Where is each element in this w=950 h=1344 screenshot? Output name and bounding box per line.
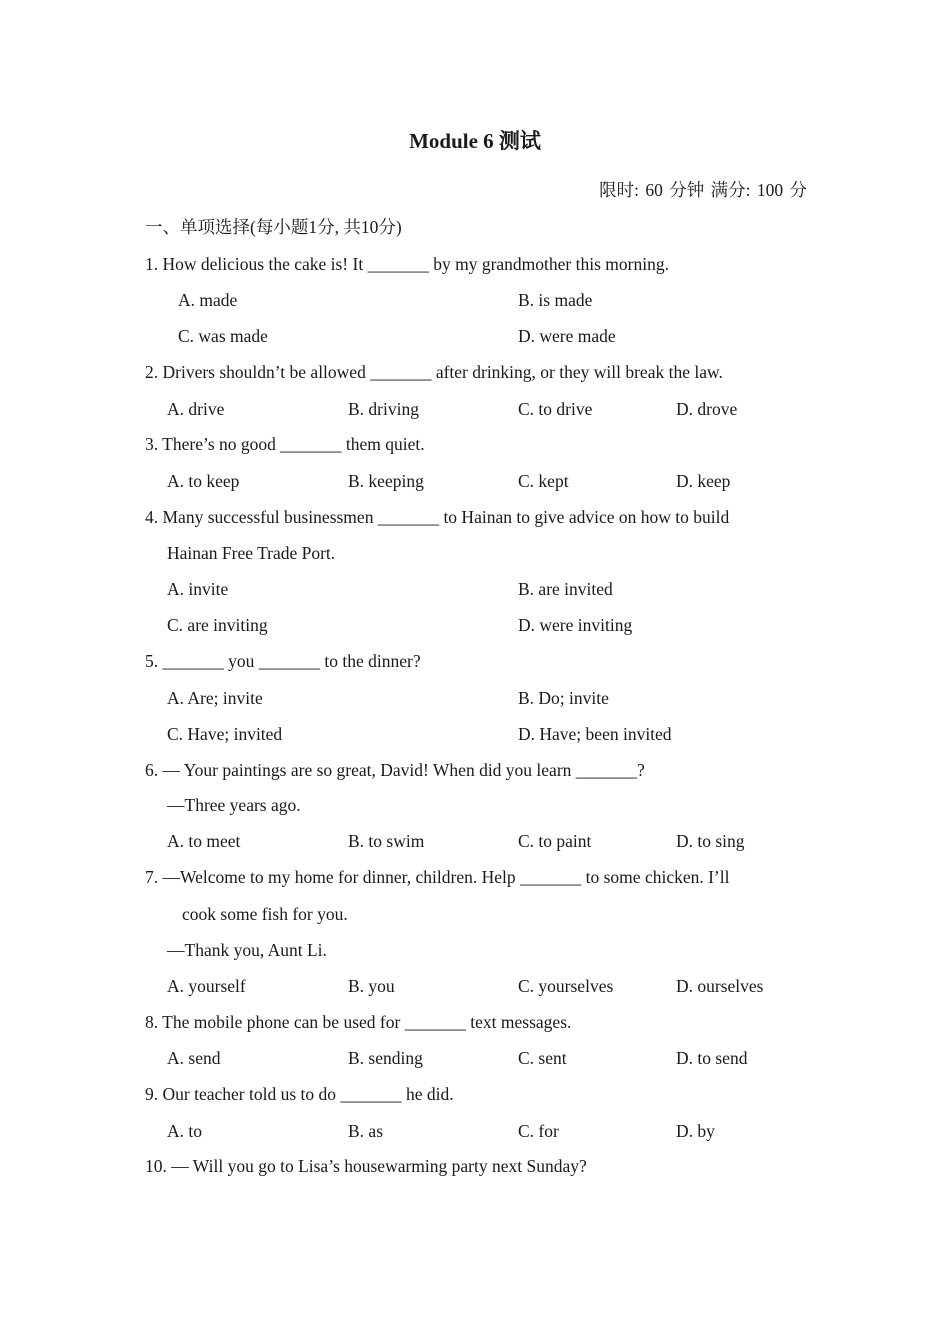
page-title: Module 6 测试 <box>409 129 541 153</box>
question-7-option-d: D. ourselves <box>676 976 764 996</box>
question-4-stem: 4. Many successful businessmen _______ to Hainan to give advice on how to build <box>145 507 730 527</box>
question-8-stem: 8. The mobile phone can be used for _______ text messages. <box>145 1012 572 1032</box>
question-8-option-a: A. send <box>167 1048 221 1068</box>
question-1-stem: 1. How delicious the cake is! It _______ by my grandmother this morning. <box>145 254 669 274</box>
question-3-option-a: A. to keep <box>167 471 240 491</box>
question-1-option-b: B. is made <box>518 290 593 310</box>
question-8-option-c: C. sent <box>518 1048 567 1068</box>
question-7-stem: 7. —Welcome to my home for dinner, children. Help _______ to some chicken. I’ll <box>145 867 730 887</box>
question-4-stem-continued: Hainan Free Trade Port. <box>167 543 336 563</box>
question-2-option-a: A. drive <box>167 399 225 419</box>
question-9-option-d: D. by <box>676 1121 715 1141</box>
question-2-option-d: D. drove <box>676 399 738 419</box>
question-1-option-a: A. made <box>178 290 238 310</box>
question-10-stem: 10. — Will you go to Lisa’s housewarming party next Sunday? <box>145 1156 587 1176</box>
question-2-option-b: B. driving <box>348 399 419 419</box>
question-4-option-d: D. were inviting <box>518 615 633 635</box>
question-6-stem: 6. — Your paintings are so great, David! When did you learn _______? <box>145 760 645 780</box>
question-6-option-b: B. to swim <box>348 831 425 851</box>
question-7-option-b: B. you <box>348 976 395 996</box>
question-9-option-a: A. to <box>167 1121 202 1141</box>
question-1-option-d: D. were made <box>518 326 616 346</box>
question-8-option-d: D. to send <box>676 1048 748 1068</box>
time-score-info: 限时: 60 分钟 满分: 100 分 <box>599 180 807 200</box>
question-2-stem: 2. Drivers shouldn’t be allowed _______ after drinking, or they will break the law. <box>145 362 723 382</box>
question-3-option-b: B. keeping <box>348 471 424 491</box>
question-9-option-c: C. for <box>518 1121 559 1141</box>
question-5-stem: 5. _______ you _______ to the dinner? <box>145 651 421 671</box>
question-5-option-d: D. Have; been invited <box>518 724 672 744</box>
question-5-option-c: C. Have; invited <box>167 724 283 744</box>
question-7-option-a: A. yourself <box>167 976 246 996</box>
question-4-option-a: A. invite <box>167 579 229 599</box>
question-5-option-a: A. Are; invite <box>167 688 263 708</box>
question-8-option-b: B. sending <box>348 1048 423 1068</box>
question-4-option-c: C. are inviting <box>167 615 268 635</box>
question-3-option-d: D. keep <box>676 471 731 491</box>
question-9-option-b: B. as <box>348 1121 383 1141</box>
question-7-stem-continued: cook some fish for you. <box>182 904 348 924</box>
question-1-option-c: C. was made <box>178 326 268 346</box>
question-3-stem: 3. There’s no good _______ them quiet. <box>145 434 425 454</box>
question-4-option-b: B. are invited <box>518 579 613 599</box>
question-7-answer-line: —Thank you, Aunt Li. <box>167 940 327 960</box>
question-9-stem: 9. Our teacher told us to do _______ he did. <box>145 1084 454 1104</box>
question-3-option-c: C. kept <box>518 471 569 491</box>
question-6-option-a: A. to meet <box>167 831 241 851</box>
question-6-option-d: D. to sing <box>676 831 745 851</box>
question-6-answer-line: —Three years ago. <box>167 795 301 815</box>
section-heading: 一、单项选择(每小题1分, 共10分) <box>145 217 402 237</box>
question-5-option-b: B. Do; invite <box>518 688 609 708</box>
question-6-option-c: C. to paint <box>518 831 592 851</box>
question-7-option-c: C. yourselves <box>518 976 614 996</box>
question-2-option-c: C. to drive <box>518 399 593 419</box>
